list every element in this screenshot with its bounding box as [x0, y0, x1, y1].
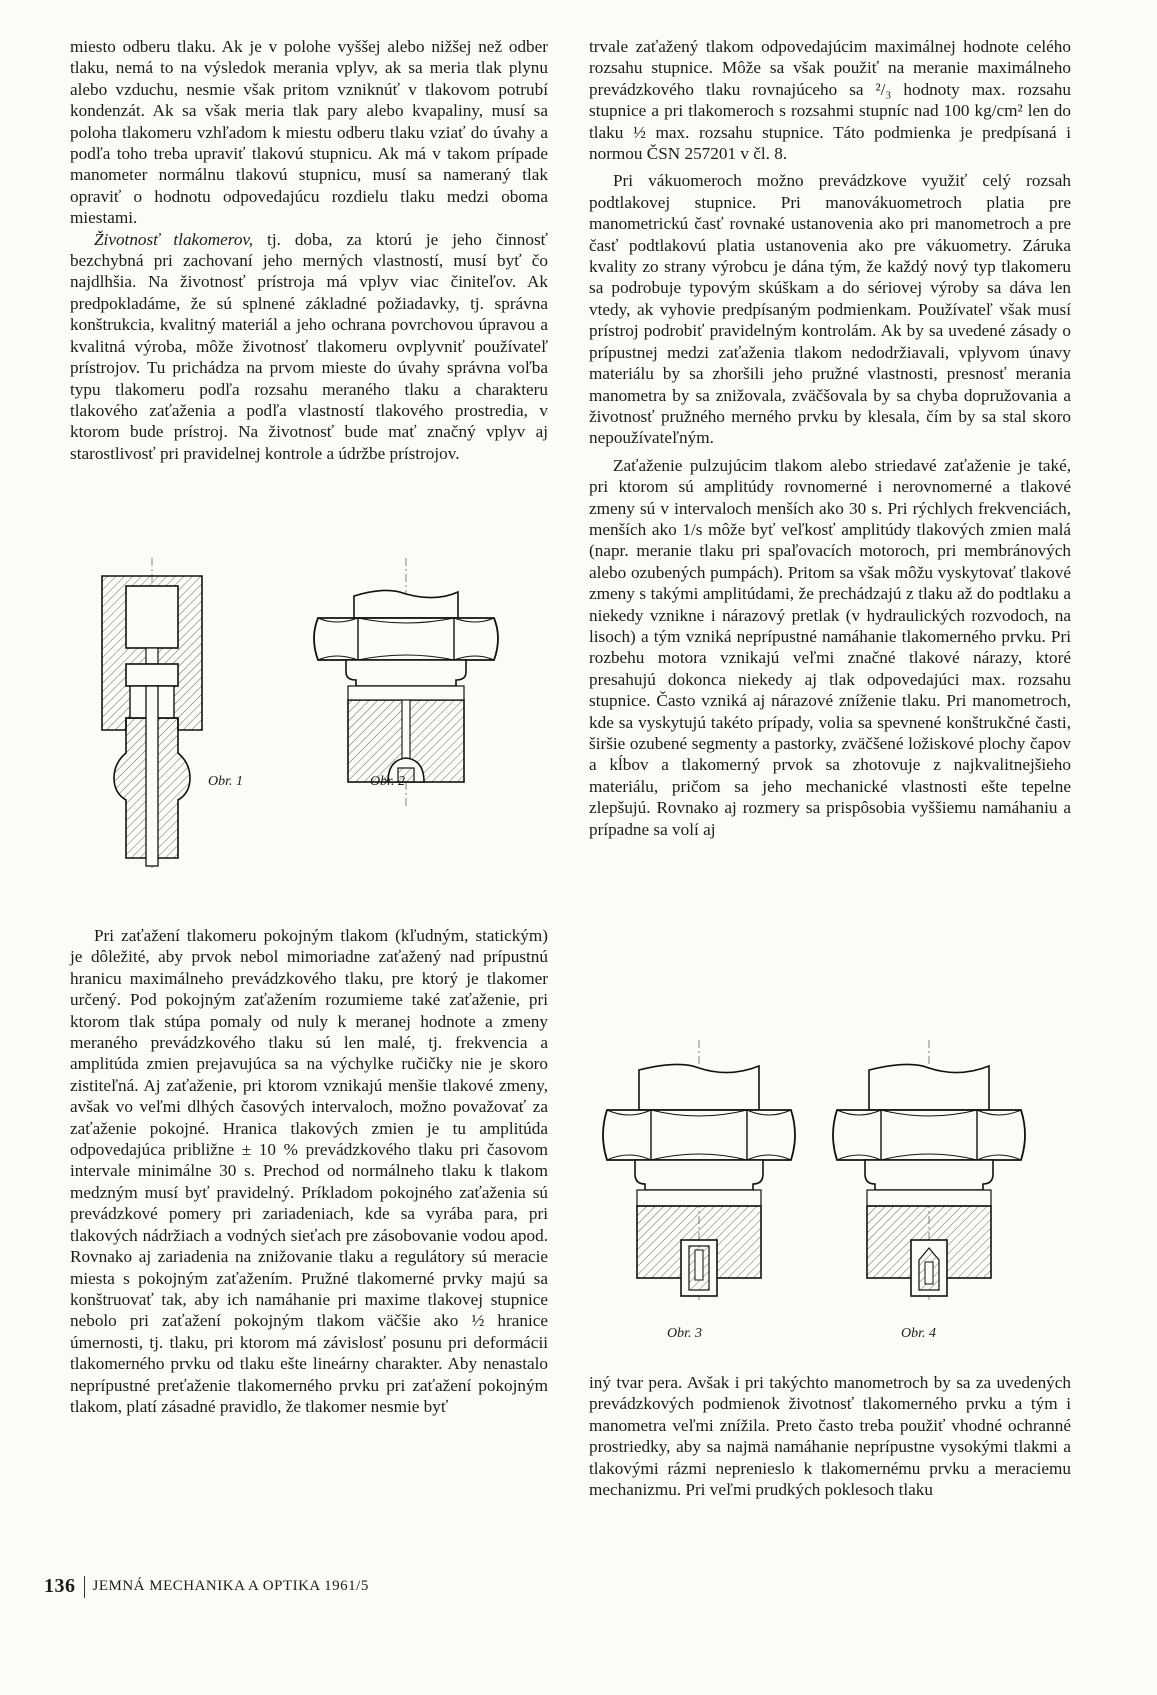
figure-4-drawing	[829, 1050, 1029, 1300]
figure-4-caption: Obr. 4	[901, 1326, 937, 1341]
paragraph-vacuum-gauges: Pri vákuomeroch možno prevádzkove využiť celý rozsah podtlakovej stupnice. Pri manovákuometroch platia pre manometrickú časť rovnaké ustanovenia ako pri manometroch a pre časť podtlakovú platia ustanovenia ako pre vákuometry. Záruka kvality zo strany výrobcu je dána tým, že každý nový typ tlakomeru sa podrobuje typovým skúškam a do sériovej výroby sa dáva len vtedy, ak vyhovie predpísaným podmienkam. Používateľ však musí prístroj podrobiť pravidelným kontrolám. Ak by sa uvedené zásady o prípustnej medzi zaťaženia tlakom nedodržiavali, vplyvom únavy materiálu by sa zhoršili jeho pružné vlastnosti, presnosť merania manometra by sa znižovala, zväčšovala by sa chyba dopružovania a životnosť pružného merného prvku by klesala, čím by sa stal skoro nepoužívateľným.	[589, 171, 1071, 448]
right-column-bottom	[589, 1372, 1071, 1500]
paragraph-static-load: Pri zaťažení tlakomeru pokojným tlakom (kľudným, statickým) je dôležité, aby prvok nebol mimoriadne zaťažený nad prípustnú hranicu maximálneho prevádzkového tlaku, pre ktorý je tlakomer určený. Pod pokojným zaťažením rozumieme také zaťaženie, pri ktorom tlak stúpa pomaly od nuly k meranej hodnote a zmeny meraného prevádzkového tlaku sú len malé, tj. frekvencia a amplitúda zmien prejavujúca sa na výchylke ručičky nie je skoro zistiteľná. Aj zaťaženie, pri ktorom vznikajú menšie tlakové zmeny, avšak vo veľmi dlhých časových intervaloch, možno považovať za zaťaženie pokojné. Hranica tlakových zmien je tu amplitúda odpovedajúca približne ± 10 % prevádzkového tlaku pri časovom intervale minimálne 30 s. Prechod od normálneho tlaku k tlakom medzným musí byť pravidelný. Príkladom pokojného zaťaženia sú prevádzkové pomery pri zariadeniach, kde sa vyrába para, pri tlakových nádržiach a vodných sieťach pre zásobovanie vodou apod. Rovnako aj zariadenia na znižovanie tlaku a regulátory sú meracie miesta s pokojným zaťažením. Pružné tlakomerné prvky majú sa konštruovať tak, aby ich namáhanie pri maxime tlakovej stupnice nebolo pri zaťažení pokojným tlakom väčšie ako ½ hranice úmernosti, tj. tlaku, pri ktorom má závislosť posunu pri deformácii tlakomerného prvku od tlaku ešte lineárny charakter. Aby nenastalo neprípustné preťaženie tlakomerného prvku pri zaťažení pokojným tlakom, platí zásadné pravidlo, že tlakomer nesmie byť	[70, 926, 548, 1416]
left-column-bottom	[70, 925, 548, 1417]
figure-3-caption: Obr. 3	[667, 1326, 703, 1341]
journal-title: JEMNÁ MECHANIKA A OPTIKA 1961/5	[92, 1578, 369, 1594]
figures-1-2	[70, 568, 548, 868]
paragraph-lifetime	[70, 229, 548, 464]
paragraph-pulsating-load: Zaťaženie pulzujúcim tlakom alebo striedavé zaťaženie je také, pri ktorom sú amplitúdy rovnomerné i nerovnomerné a tlakové zmeny sú v intervaloch menších ako 30 s. Pri rýchlych frekvenciách, menších ako 1/s môže byť veľkosť amplitúdy tlakových zmien malá (napr. meranie tlaku pri spaľovacích motoroch, pri membránových alebo ozubených pumpách). Pritom sa však môžu vyskytovať tlakové zmeny s takými amplitúdami, že prechádzajú z tlaku až do podtlaku a niekedy vznikne i nárazový pretlak (v hydraulických rozvodoch, na lisoch) a tým vzniká neprípustné namáhanie tlakomerného prvku. Pri rozbehu motora vznikajú veľmi značné tlakové nárazy, ktoré presahujú dokonca niekedy aj tlak odpovedajúci max. rozsahu stupnice. Často vzniká aj nárazové zníženie tlaku. Pri manometroch, kde sa vyskytujú takéto prípady, volia sa spevnené konštrukčné časti, širšie ozubené segmenty a pastorky, zväčšené ložiskové plochy čapov a kĺbov a tlakomerný prvok sa zhotovuje z najkvalitnejšieho materiálu, pričom sa jeho mechanické vlastnosti ešte tepelne zlepšujú. Rovnako aj rozmery sa prispôsobia vyššiemu namáhaniu a prípadne sa volí aj	[589, 455, 1071, 839]
paragraph-max-load: trvale zaťažený tlakom odpovedajúcim maximálnej hodnote celého rozsahu stupnice. Môže sa však použiť na meranie maximálneho prevádzkového tlaku rovnajúceho sa ²/₃ hodnoty max. rozsahu stupnice a pri tlakomeroch s rozsahmi stupníc nad 100 kg/cm² len do tlaku ½ max. rozsahu stupnice. Táto podmienka je predpísaná i normou ČSN 257201 v čl. 8.	[589, 37, 1071, 164]
figure-2-caption: Obr. 2	[370, 774, 406, 789]
paragraph-lifetime-text: tj. doba, za ktorú je jeho činnosť bezchybná pri zachovaní jeho merných vlastností, musí byť čo najdlhšia. Na životnosť prístroja má vplyv viac činiteľov. Ak predpokladáme, že sú splnené základné požiadavky, tj. správna konštrukcia, kvalitný materiál a jeho ochrana povrchovou úpravou a kvalitná výroba, môže životnosť tlakomeru ovplyvniť používateľ prístrojov. Tu prichádza na prvom mieste do úvahy správna voľba typu tlakomeru podľa rozsahu meraného tlaku a charakteru tlakového zaťaženia a podľa vlastností tlakového prostredia, v ktorom bude prístroj. Na životnosť bude mať značný vplyv aj starostlivosť pri pravidelnej kontrole a údržbe prístrojov.	[70, 229, 548, 463]
term-lifetime: Životnosť tlakomerov,	[94, 229, 254, 249]
footer-divider	[84, 1576, 85, 1598]
left-column-top	[70, 36, 548, 464]
figures-3-4	[589, 1050, 1071, 1360]
page-number: 136	[44, 1575, 76, 1597]
figure-3-drawing	[599, 1050, 799, 1300]
figure-1-drawing	[90, 568, 240, 868]
paragraph-protection: iný tvar pera. Avšak i pri takýchto manometroch by sa za uvedených prevádzkových podmienok životnosť tlakomerného prvku a tým i manometra veľmi znížila. Preto často treba použiť vhodné ochranné prostriedky, aby sa najmä namáhanie neprípustne vysokými tlakmi a tlakovými rázmi neprenieslo k tlakomernému prvku a meraciemu mechanizmu. Pri veľmi prudkých poklesoch tlaku	[589, 1373, 1071, 1500]
paragraph-pressure-location: miesto odberu tlaku. Ak je v polohe vyššej alebo nižšej než odber tlaku, nemá to na výsledok merania vplyv, ak sa meria tlak plynu alebo vzduchu, nesmie však pritom vzniknúť v tlakovom potrubí kondenzát. Ak sa však meria tlak pary alebo kvapaliny, musí sa poloha tlakomeru vzhľadom k miestu odberu tlaku vziať do úvahy a podľa toho treba upraviť tlakovú stupnicu. Ak má v takom prípade manometer normálnu tlakovú stupnicu, musí sa nameraný tlak opraviť o hodnotu odpovedajúcu rozdielu tlaku medzi oboma miestami.	[70, 37, 548, 228]
figure-2-drawing	[306, 568, 506, 808]
page-footer	[44, 1575, 369, 1598]
figure-1-caption: Obr. 1	[208, 774, 244, 789]
right-column-top	[589, 36, 1071, 840]
